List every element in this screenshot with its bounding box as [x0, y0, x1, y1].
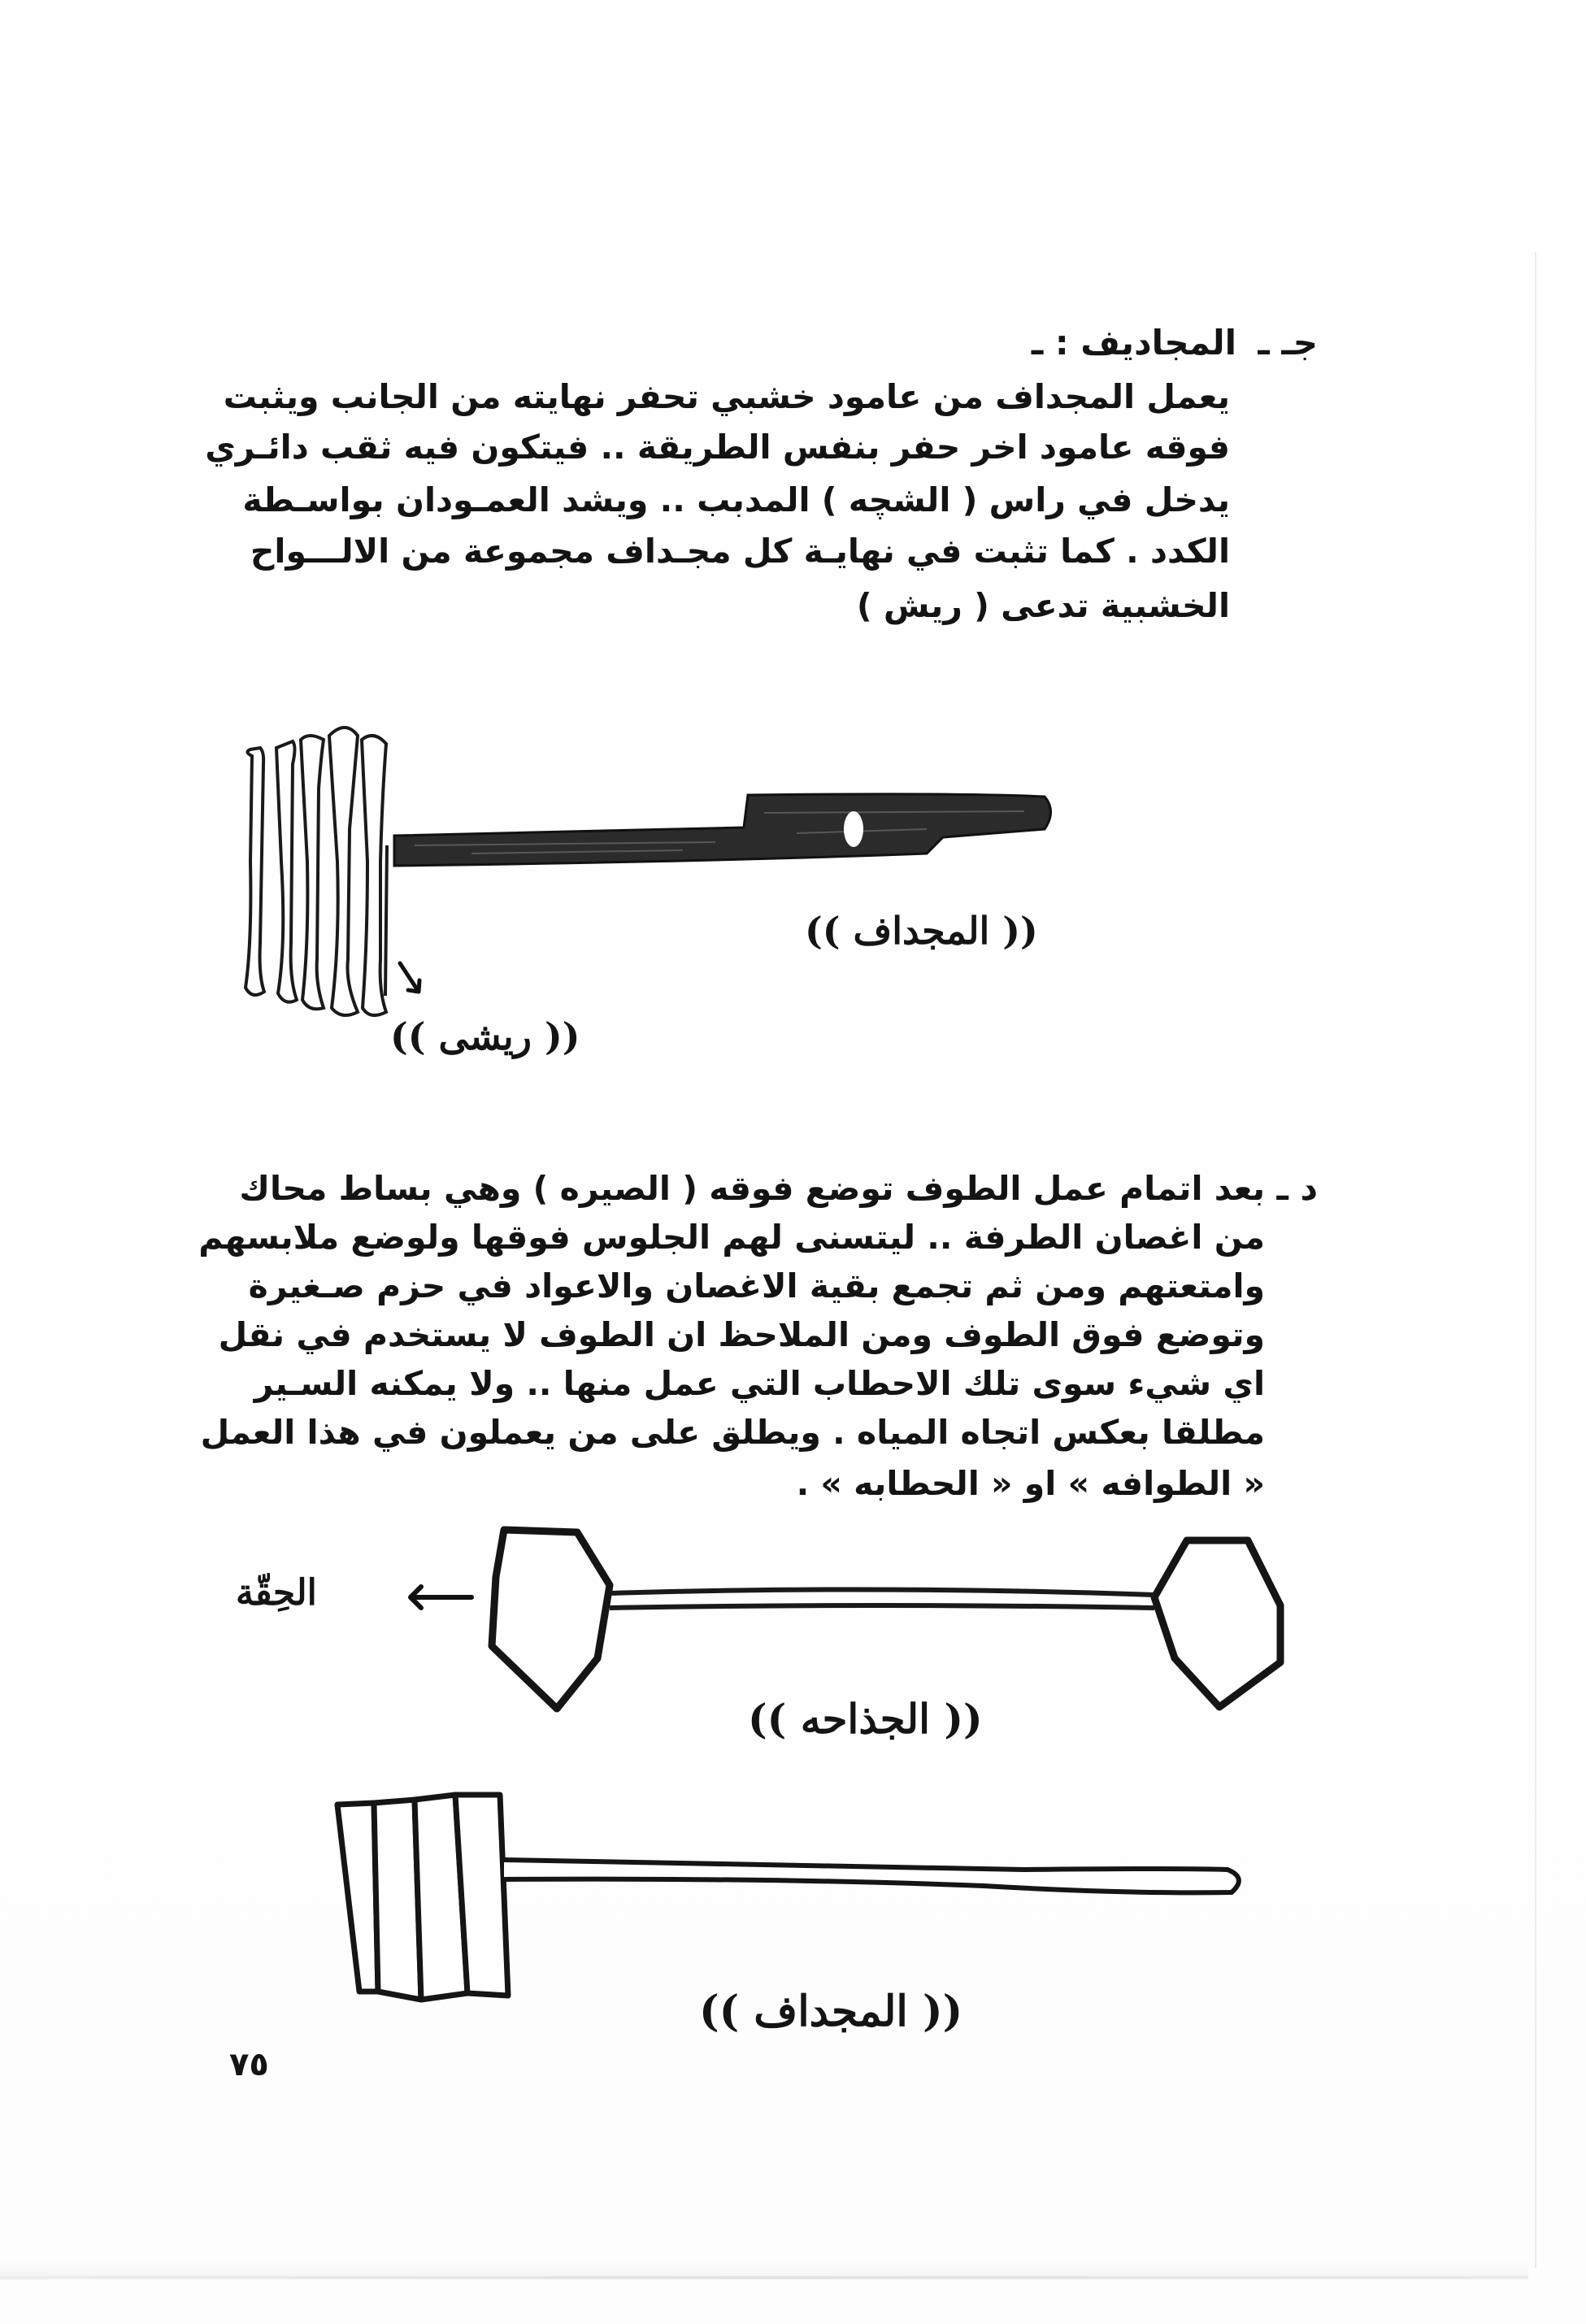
section-d-marker: د ـ [1276, 1168, 1318, 1208]
oar-shaft-icon [394, 794, 1051, 866]
paragraph-line: فوقه عامود اخر حفر بنفس الطريقة .. فيتكون فيه ثقب دائـري [205, 428, 1230, 467]
paragraph-line: من اغصان الطرفة .. ليتسنى لهم الجلوس فوقها ولوضع ملابسهم [198, 1218, 1265, 1257]
page-number: ٧٥ [229, 2046, 269, 2083]
section-c-marker: جـ ـ [1258, 323, 1318, 363]
right-pentagon-icon [1154, 1540, 1280, 1707]
blades-caption: (( ريشى )) [390, 1014, 580, 1058]
paddle-illustration [211, 1772, 1349, 2097]
arrow-icon [400, 963, 419, 992]
scan-edge-right [1535, 252, 1536, 2268]
paragraph-line: الخشبية تدعى ( ريش ) [856, 586, 1230, 625]
paragraph-line: مطلقا بعكس اتجاه المياه . ويطلق على من يعملون في هذا العمل [200, 1413, 1265, 1452]
ring-label: الحِقّة [236, 1572, 317, 1614]
paddle-shaft-icon [504, 1860, 1239, 1892]
paragraph-line: « الطوافه » او « الحطابه » . [796, 1464, 1265, 1503]
scan-shadow [0, 2260, 1528, 2278]
oar-caption: (( المجداف )) [805, 909, 1038, 953]
paragraph-line: بعد اتمام عمل الطوف توضع فوقه ( الصيره ) وهي بساط محاك [239, 1169, 1265, 1208]
paragraph-line: الكدد . كما تثبت في نهايـة كل مجـداف مجموعة من الالـــواح [250, 532, 1230, 571]
paragraph-line: اي شيء سوى تلك الاحطاب التي عمل منها .. ولا يمكنه السـير [254, 1364, 1265, 1403]
oar-hole-icon [844, 811, 863, 847]
paragraph-line: وتوضع فوق الطوف ومن الملاحظ ان الطوف لا يستخدم في نقل [218, 1315, 1265, 1354]
scan-edge-bottom [0, 2276, 1528, 2279]
arrow-left-icon [411, 1587, 471, 1608]
paddle-caption: (( المجداف )) [699, 1987, 963, 2036]
left-pentagon-icon [492, 1530, 610, 1709]
blade-planks-icon [246, 728, 386, 1015]
paragraph-line: يعمل المجداف من عامود خشبي تحفر نهايته من الجانب ويثبت [223, 377, 1230, 416]
section-c-heading: المجاديف : ـ [1031, 323, 1236, 363]
paragraph-line: يدخل في راس ( الشچه ) المدبب .. ويشد العمـودان بواسـطة [242, 480, 1230, 519]
pole-caption: (( الجذاحه )) [748, 1695, 983, 1743]
paragraph-line: وامتعتهم ومن ثم تجمع بقية الاغصان والاعواد في حزم صـغيرة [248, 1266, 1265, 1305]
